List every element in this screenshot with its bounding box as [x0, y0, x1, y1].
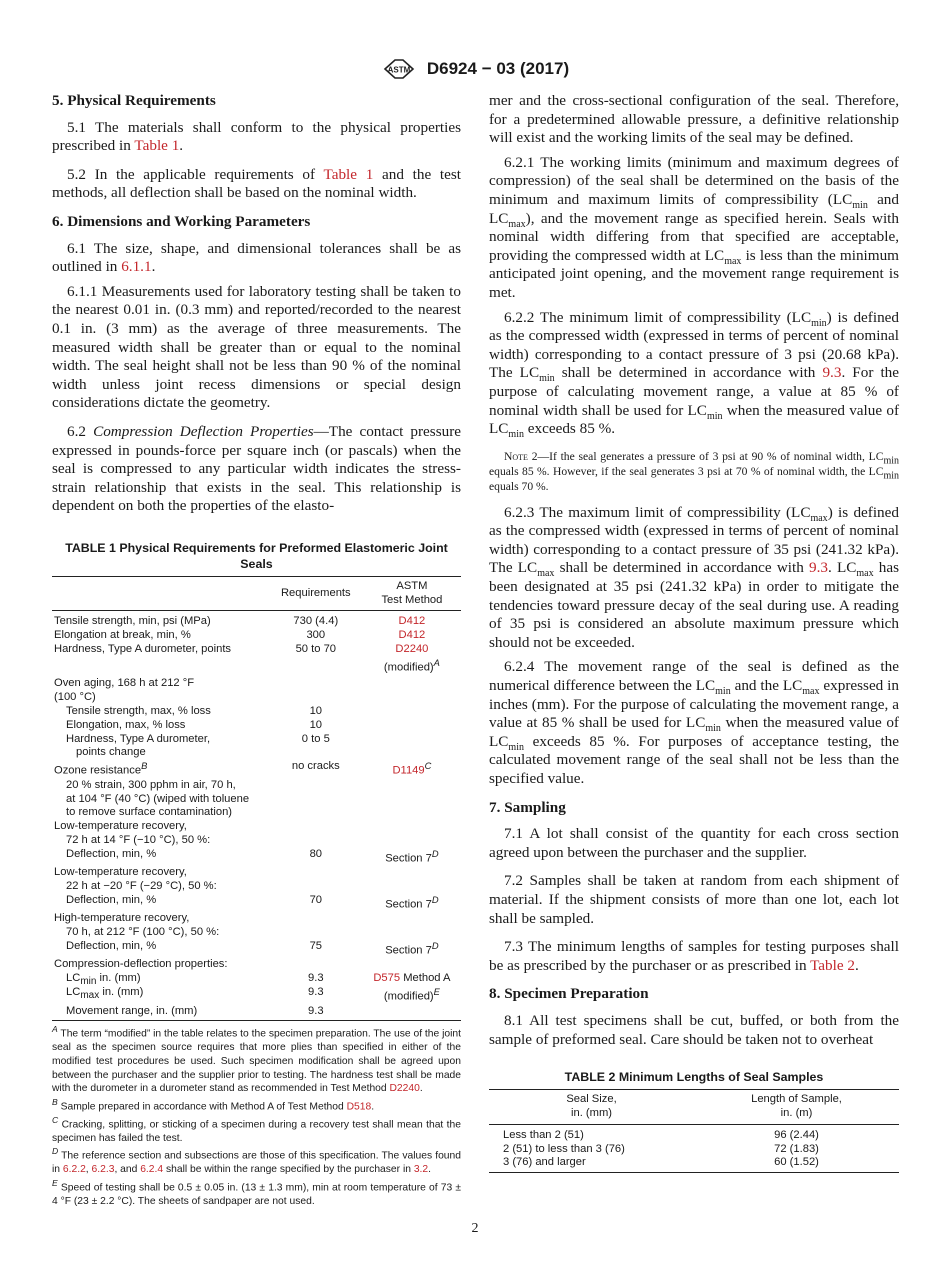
link-6-1-1[interactable]: 6.1.1 [121, 258, 152, 276]
table-row: (modified)$^A$ [383, 657, 440, 674]
col-test-method: ASTM Test Method [363, 576, 461, 611]
table-row: to remove surface contamination) [66, 806, 233, 819]
table-row: Deflection, min, % 70 Section $7^D$ [66, 893, 439, 911]
col-seal-size: Seal Size, in. (mm) [489, 1090, 694, 1125]
section-5-title: 5. Physical Requirements [52, 92, 216, 109]
table-row: 22 h at −20 °F (−29 °C), 50 %: [66, 880, 217, 893]
page-header [0, 58, 950, 80]
link-table-1[interactable]: Table 1 [323, 165, 374, 183]
astm-logo [381, 58, 417, 80]
para-8-1: 8.1 All test specimens shall be cut, buffed, or both from the sample of preformed seal. Care should be taken not to overheat [489, 1011, 899, 1048]
link-d575[interactable]: D575 [373, 972, 401, 985]
table-row: Elongation, max, % loss 10 [66, 718, 323, 731]
table-2-caption: TABLE 2 Minimum Lengths of Seal Samples [564, 1070, 824, 1085]
para-5-2: 5.2 In the applicable requirements of Table 1 and the test methods, all deflection shall be based on the nominal width. [52, 165, 461, 202]
link-d1149[interactable]: D1149 [392, 764, 425, 777]
link-6-2-3[interactable]: 6.2.3 [91, 1164, 115, 1176]
table-row: at 104 °F (40 °C) (wiped with toluene [66, 792, 250, 805]
footnote-c: $^C$ Cracking, splitting, or sticking of a specimen during a recovery test shall mean that the specimen has failed the test. [52, 1114, 461, 1144]
link-d412[interactable]: D412 [398, 629, 426, 642]
table-row: Tensile strength, min, psi (MPa) 730 (4.4) D412 [54, 615, 426, 628]
section-8-title: 8. Specimen Preparation [489, 985, 649, 1003]
table-row: $LC_{max}$ in. (mm) 9.3 (modified)$^E$ [66, 986, 440, 1003]
table-row: 72 h at 14 °F (−10 °C), 50 %: [66, 833, 211, 846]
para-7-2: 7.2 Samples shall be taken at random from each shipment of material. If the shipment consists of more than one lot, each lot shall be sampled. [489, 872, 899, 927]
link-3-2[interactable]: 3.2 [413, 1164, 429, 1176]
table-row: Compression-deflection properties: [54, 958, 228, 971]
para-6-2: 6.2 Compression Deflection Properties—The contact pressure expressed in pounds-force per square inch (or pascals) when the seal is compressed to any particular width indicates the stress-strain relationship that exists in the seal. This relationship is dependent on both the properties of the elasto- [52, 422, 461, 515]
para-6-2-2: 6.2.2 The minimum limit of compressibility $(LC_{min})$ is defined as the compressed width (expressed in terms of percent of nominal width) corresponding to a contact pressure of 3 psi (20.68 kPa). The $LC_{min}$ shall be determined in accordance with 9.3. For the purpose of calculating movement range, a value at 85 % of nominal width shall be used for $LC_{min}$ when the measured value of $LC_{min}$ exceeds 85 %. [489, 308, 900, 441]
footnote-a: $^A$ The term “modified” in the table relates to the specimen preparation. The use of the joint seal as the specimen source requires that more plies than specified in either of the modified test procedures be used. Such specimen modification shall be agreed upon between the purchaser and the supplier prior to testing. The hardness test shall be made with the durometer in a durometer stand as recommended in Test Method D2240. [52, 1024, 461, 1095]
para-6-1: 6.1 The size, shape, and dimensional tolerances shall be as outlined in 6.1.1. [52, 239, 461, 276]
link-9-3[interactable]: 9.3 [809, 559, 828, 577]
link-d412[interactable]: D412 [398, 615, 426, 628]
section-7-title: 7. Sampling [489, 798, 566, 816]
footnote-d: $^D$ The reference section and subsections are those of this specification. The values found in 6.2.2, 6.2.3, and 6.2.4 shall be within the range specified by the purchaser in 3.2. [52, 1146, 461, 1176]
link-d518[interactable]: D518 [346, 1101, 372, 1113]
footnote-e: $^E$ Speed of testing shall be 0.5 ± 0.05 in. (13 ± 1.3 mm), min at room temperature of 73 ± 4 °F (23 ± 2.2 °C). The sheets of sandpaper are not used. [52, 1178, 461, 1208]
para-6-1-1: 6.1.1 Measurements used for laboratory testing shall be taken to the nearest 0.01 in. (0.3 mm) and reported/recorded to the nearest 0.1 in. (3 mm) as the average of three measurements. The measured width shall be greater than or equal to the nominal width. The seal height shall not be less than 90 % of the nominal width unless joint recess dimensions or special design considerations dictate the geometry. [52, 282, 461, 412]
table-row: Tensile strength, max, % loss 10 [66, 704, 323, 717]
link-d2240[interactable]: D2240 [395, 643, 429, 656]
table-row: Low-temperature recovery, [54, 820, 187, 833]
table-row: $LC_{min}$ in. (mm) 9.3 D575 Method A [66, 972, 451, 988]
left-column [52, 92, 461, 1209]
table-row: Deflection, min, % 75 Section $7^D$ [66, 939, 439, 957]
table-row: Low-temperature recovery, [54, 866, 187, 879]
link-table-1[interactable]: Table 1 [134, 137, 180, 155]
para-6-2-cont: mer and the cross-sectional configuration of the seal. Therefore, for a predetermined allowable pressure, a definitive relationship will exist and the working limits of the seal may be defined. [489, 92, 899, 147]
right-column [489, 92, 899, 1173]
link-table-2[interactable]: Table 2 [810, 956, 855, 974]
link-6-2-4[interactable]: 6.2.4 [140, 1164, 164, 1176]
table-row: Oven aging, 168 h at 212 °F [54, 677, 195, 690]
table-row: Hardness, Type A durometer, points 50 to 70 D2240 [54, 643, 429, 656]
table-row: 70 h, at 212 °F (100 °C), 50 %: [66, 926, 220, 939]
table-row: Elongation at break, min, % 300 D412 [54, 629, 426, 642]
table-row: 20 % strain, 300 pphm in air, 70 h, [66, 778, 236, 791]
link-9-3[interactable]: 9.3 [822, 364, 842, 382]
table-row: Ozone resistance$^B$ no cracks $D1149^C$ [54, 760, 432, 777]
table-row: Hardness, Type A durometer, 0 to 5 [66, 732, 330, 745]
table-1-footnotes [52, 1023, 461, 1208]
link-6-2-2[interactable]: 6.2.2 [62, 1164, 86, 1176]
section-6-title: 6. Dimensions and Working Parameters [52, 212, 311, 230]
col-requirements: Requirements [269, 576, 363, 611]
para-6-2-4: 6.2.4 The movement range of the seal is defined as the numerical difference between the $LC_{min}$ and the $LC_{max}$ expressed in inches (mm). For the purpose of calculating the movement range, a value at 85 % shall be used for $LC_{min}$ when the measured value of $LC_{min}$ exceeds 85 %. For purposes of acceptance testing, the calculated movement range of the seal shall not be less than the specified value. [489, 658, 899, 787]
table-row: Movement range, in. (mm) 9.3 [52, 1005, 461, 1021]
table-1-caption: TABLE 1 Physical Requirements for Preformed Elastomeric Joint Seals [65, 540, 448, 571]
table-row: points change [76, 746, 146, 759]
link-d2240[interactable]: D2240 [389, 1083, 420, 1095]
para-6-2-1: 6.2.1 The working limits (minimum and maximum degrees of compression) of the seal shall be determined on the basis of the minimum and maximum limits of compressibility ($LC_{min}$ and $LC_{max}$), and the movement range as specified herein. Seals with nominal width differing from that specified are acceptable, providing the compressed width at $LC_{max}$ is less than the minimum anticipated joint opening, and the movement range requirement is met. [489, 153, 899, 301]
table-row: 3 (76) and larger 60 (1.52) [489, 1156, 899, 1172]
table-row: Less than 2 (51) 96 (2.44) [503, 1128, 819, 1141]
para-7-3: 7.3 The minimum lengths of samples for testing purposes shall be as prescribed by the purchaser or as prescribed in Table 2. [489, 938, 899, 974]
para-7-1: 7.1 A lot shall consist of the quantity for each cross section agreed upon between the purchaser and the supplier. [489, 825, 899, 861]
para-6-2-3: 6.2.3 The maximum limit of compressibility $(LC_{max})$ is defined as the compressed width (expressed in terms of percent of nominal width) corresponding to a contact pressure of 35 psi (241.32 kPa). The $LC_{max}$ shall be determined in accordance with 9.3. $LC_{max}$ has been designated at 35 psi (241.32 kPa) in order to mitigate the tendencies toward pressure decay of the seal during use. A reading of 35 psi is considered an absolute maximum pressure which should not be exceeded. [489, 503, 899, 651]
note-2: Note 2—If the seal generates a pressure of 3 psi at 90 % of nominal width, $LC_{min}$ equals 85 %. However, if the seal generates 3 psi at 70 % of nominal width, the $LC_{min}$ equals 70 %. [489, 449, 899, 493]
para-5-1: 5.1 The materials shall conform to the physical properties prescribed in Table 1. [52, 118, 461, 155]
col-length: Length of Sample, in. (m) [694, 1090, 899, 1125]
table-row: (100 °C) [54, 691, 96, 704]
document-designation: D6924 − 03 (2017) [426, 59, 570, 78]
page-number: 2 [471, 1221, 479, 1236]
svg-text:ASTM: ASTM [387, 65, 411, 75]
table-1 [52, 540, 461, 1209]
table-row: 2 (51) to less than 3 (76) 72 (1.83) [503, 1142, 819, 1155]
table-row: Deflection, min, % 80 Section $7^D$ [66, 847, 439, 865]
table-row: High-temperature recovery, [54, 912, 190, 925]
footnote-b: $^B$ Sample prepared in accordance with Method A of Test Method D518. [52, 1096, 375, 1113]
table-2 [489, 1069, 899, 1173]
